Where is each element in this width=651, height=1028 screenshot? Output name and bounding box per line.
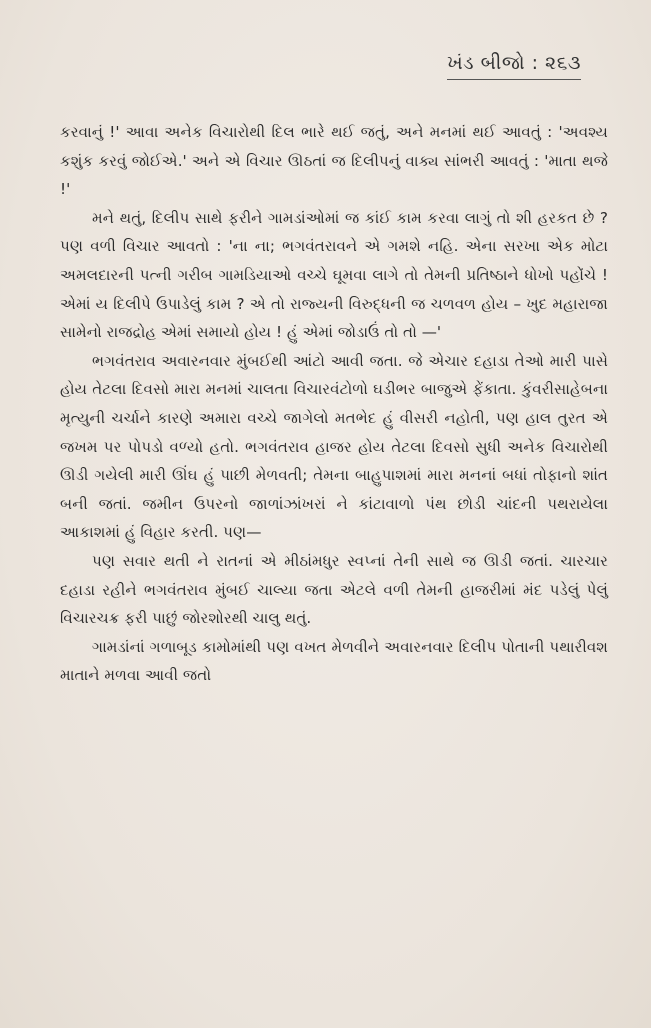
paragraph: મને થતું, દિલીપ સાથે ફરીને ગામડાંઓમાં જ કાંઈ કામ કરવા લાગું તો શી હરકત છે ? પણ વળી વિચાર આવતો : 'ના ના; ભગવંતરાવને એ ગમશે નહિ. એના સરખા એક મોટા અમલદારની પત્ની ગરીબ ગામડિયાઓ વચ્ચે ઘૂમવા લાગે તો તેમની પ્રતિષ્ઠાને ધોખો પહોંચે ! એમાં ય દિલીપે ઉપાડેલું કામ ? એ તો રાજ્યની વિરુદ્ધની જ ચળવળ હોય – ખુદ મહારાજા સામેનો રાજદ્રોહ એમાં સમાયો હોય ! હું એમાં જોડાઉં તો તો —': [60, 208, 608, 342]
header-rule: [447, 79, 581, 80]
paragraph-continued: કરવાનું !' આવા અનેક વિચારોથી દિલ ભારે થઈ જતું, અને મનમાં થઈ આવતું : 'અવશ્ય કશુંક કરવું જોઈએ.' અને એ વિચાર ઊઠતાં જ દિલીપનું વાક્ય સાંભરી આવતું : 'માતા થજે !': [60, 123, 608, 199]
running-header: [447, 52, 581, 74]
paragraph: ગામડાંનાં ગળાબૂડ કામોમાંથી પણ વખત મેળવીને અવારનવાર દિલીપ પોતાની પથારીવશ માતાને મળવા આવી જતો: [60, 637, 608, 685]
paragraph: ભગવંતરાવ અવારનવાર મુંબઈથી આંટો આવી જતા. જે એચાર દહાડા તેઓ મારી પાસે હોય તેટલા દિવસો મારા મનમાં ચાલતા વિચારવંટોળો ઘડીભર બાજુએ ફેંકાતા. કુંવરીસાહેબના મૃત્યુની ચર્ચાને કારણે અમારા વચ્ચે જાગેલો મતભેદ હું વીસરી નહોતી, પણ હાલ તુરત એ જખમ પર પોપડો વળ્યો હતો. ભગવંતરાવ હાજર હોય તેટલા દિવસો સુધી અનેક વિચારોથી ઊડી ગયેલી મારી ઊંઘ હું પાછી મેળવતી; તેમના બાહુપાશમાં મારા મનનાં બધાં તોફાનો શાંત બની જતાં. જમીન ઉપરનો જાળાંઝાંખરાં ને કાંટાવાળો પંથ છોડી ચાંદની પથરાયેલા આકાશમાં હું વિહાર કરતી. પણ—: [60, 351, 608, 542]
header-text: ખંડ બીજો : ૨૬૩: [447, 52, 581, 74]
paragraph: પણ સવાર થતી ને રાતનાં એ મીઠાંમધુર સ્વપ્નાં તેની સાથે જ ઊડી જતાં. ચારચાર દહાડા રહીને ભગવંતરાવ મુંબઈ ચાલ્યા જતા એટલે વળી તેમની હાજરીમાં મંદ પડેલું પેલું વિચારચક્ર ફરી પાછું જોરશોરથી ચાલુ થતું.: [60, 551, 608, 628]
page-body: [60, 118, 608, 690]
